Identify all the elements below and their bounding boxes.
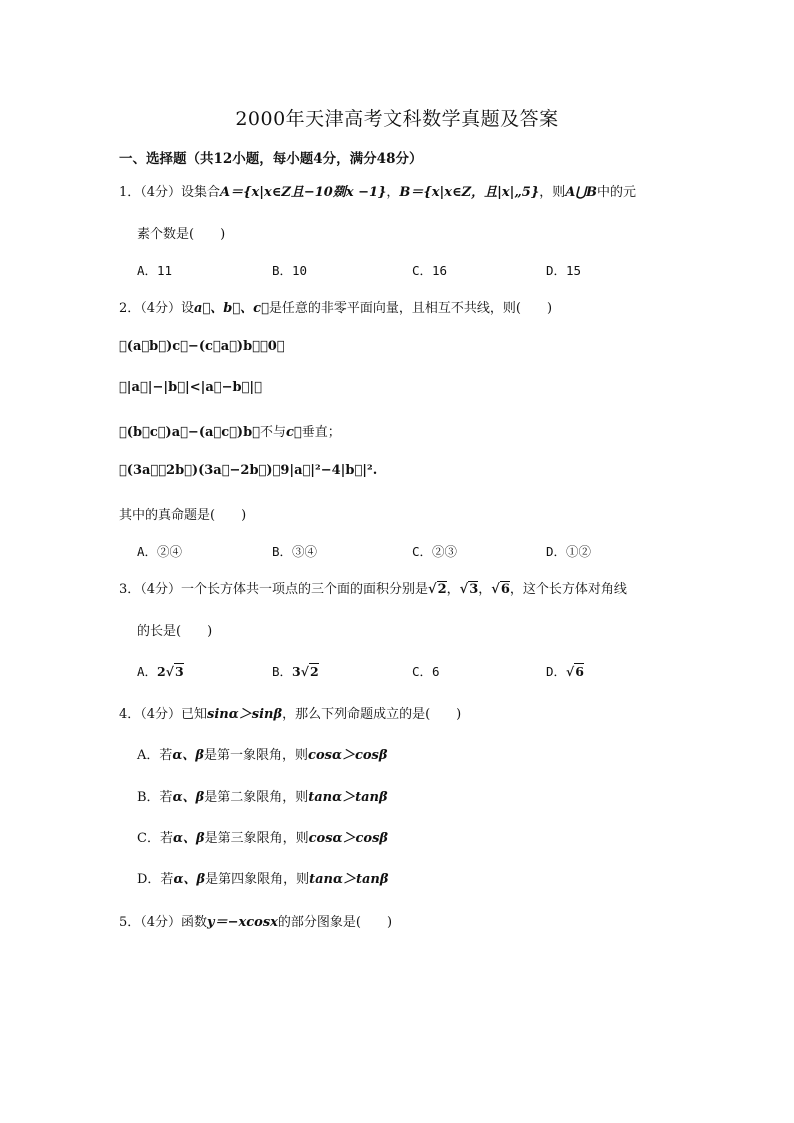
q2-s3-end: 垂直； [301, 425, 341, 440]
q4-prefix: 4．（4分）已知 [119, 707, 208, 722]
q5-function: y＝−xcosx [207, 915, 278, 930]
q1-then: ，则 [539, 185, 566, 200]
question-3-line-1 [119, 578, 627, 597]
q2-option-c: C．②③ [412, 544, 458, 559]
q3-tail: ，这个长方体对角线 [509, 582, 627, 597]
q1-option-d: D．15 [546, 263, 582, 278]
question-4-line-1 [119, 703, 461, 722]
question-1-line-2: 素个数是( ) [137, 227, 226, 242]
q3-option-b: B．3√2 [272, 664, 319, 679]
q4-tail: ，那么下列命题成立的是( ) [282, 707, 462, 722]
q1-option-b: B．10 [272, 263, 308, 278]
q3-comma-2: ， [478, 582, 492, 597]
q1-comma: ， [386, 185, 400, 200]
q1-option-c: C．16 [412, 263, 448, 278]
q2-statement-3 [119, 421, 341, 440]
q4-condition: sinα＞sinβ [207, 707, 283, 722]
page-title: 2000年天津高考文科数学真题及答案 [235, 108, 559, 130]
question-2-line-1 [119, 297, 552, 316]
q4-option-c: C．若α、β是第三象限角，则cosα＞cosβ [137, 831, 389, 846]
q1-set-a: A＝{x|x∈Z且−10剟x −1} [220, 185, 387, 200]
q3-root-3: √6 [491, 582, 510, 597]
q2-ask: 其中的真命题是( ) [119, 508, 247, 523]
q3-comma-1: ， [446, 582, 460, 597]
question-1-line-1 [119, 181, 636, 200]
q3-root-2: √3 [459, 582, 479, 597]
q3-root-1: √2 [428, 582, 447, 597]
q1-set-b: B＝{x|x∈Z，且|x|„5} [399, 185, 540, 200]
q3-option-c: C．6 [412, 664, 440, 679]
q2-option-b: B．③④ [272, 544, 318, 559]
question-5-line-1 [119, 911, 392, 930]
question-3-line-2: 的长是( ) [137, 624, 213, 639]
q3-prefix: 3．（4分）一个长方体共一项点的三个面的面积分别是 [119, 582, 429, 597]
q3-option-a: A．2√3 [137, 664, 184, 679]
section-heading: 一、选择题（共12小题，每小题4分，满分48分） [119, 151, 423, 167]
q2-option-a: A．②④ [137, 544, 183, 559]
q1-union: A⋃B [565, 185, 597, 200]
q1-tail: 中的元 [596, 185, 636, 200]
q2-s3-expr: ③(b⃗c⃗)a⃗−(a⃗c⃗)b⃗ [119, 425, 260, 440]
q4-option-d: D．若α、β是第四象限角，则tanα＞tanβ [137, 872, 389, 887]
q2-prefix: 2．（4分）设 [119, 301, 195, 316]
q5-tail: 的部分图象是( ) [277, 915, 393, 930]
q2-statement-2: ②|a⃗|−|b⃗|<|a⃗−b⃗|； [119, 380, 262, 395]
q1-option-a: A．11 [137, 263, 173, 278]
q2-option-d: D．①② [546, 544, 592, 559]
q4-option-a: A．若α、β是第一象限角，则cosα＞cosβ [137, 748, 388, 763]
q2-vectors: a⃗、b⃗、c⃗ [194, 301, 269, 316]
q3-option-d: D．√6 [546, 664, 584, 679]
q2-tail: 是任意的非零平面向量，且相互不共线，则( ) [268, 301, 553, 316]
q2-s3-text: 不与 [259, 425, 286, 440]
q2-s3-vec: c⃗ [285, 425, 302, 440]
q2-statement-1: ①(a⃗b⃗)c⃗−(c⃗a⃗)b⃗＝0； [119, 339, 285, 354]
q2-statement-4: ④(3a⃗＋2b⃗)(3a⃗−2b⃗)＝9|a⃗|²−4|b⃗|². [119, 463, 378, 478]
q5-prefix: 5．（4分）函数 [119, 915, 208, 930]
q1-prefix: 1．（4分）设集合 [119, 185, 221, 200]
q4-option-b: B．若α、β是第二象限角，则tanα＞tanβ [137, 790, 388, 805]
